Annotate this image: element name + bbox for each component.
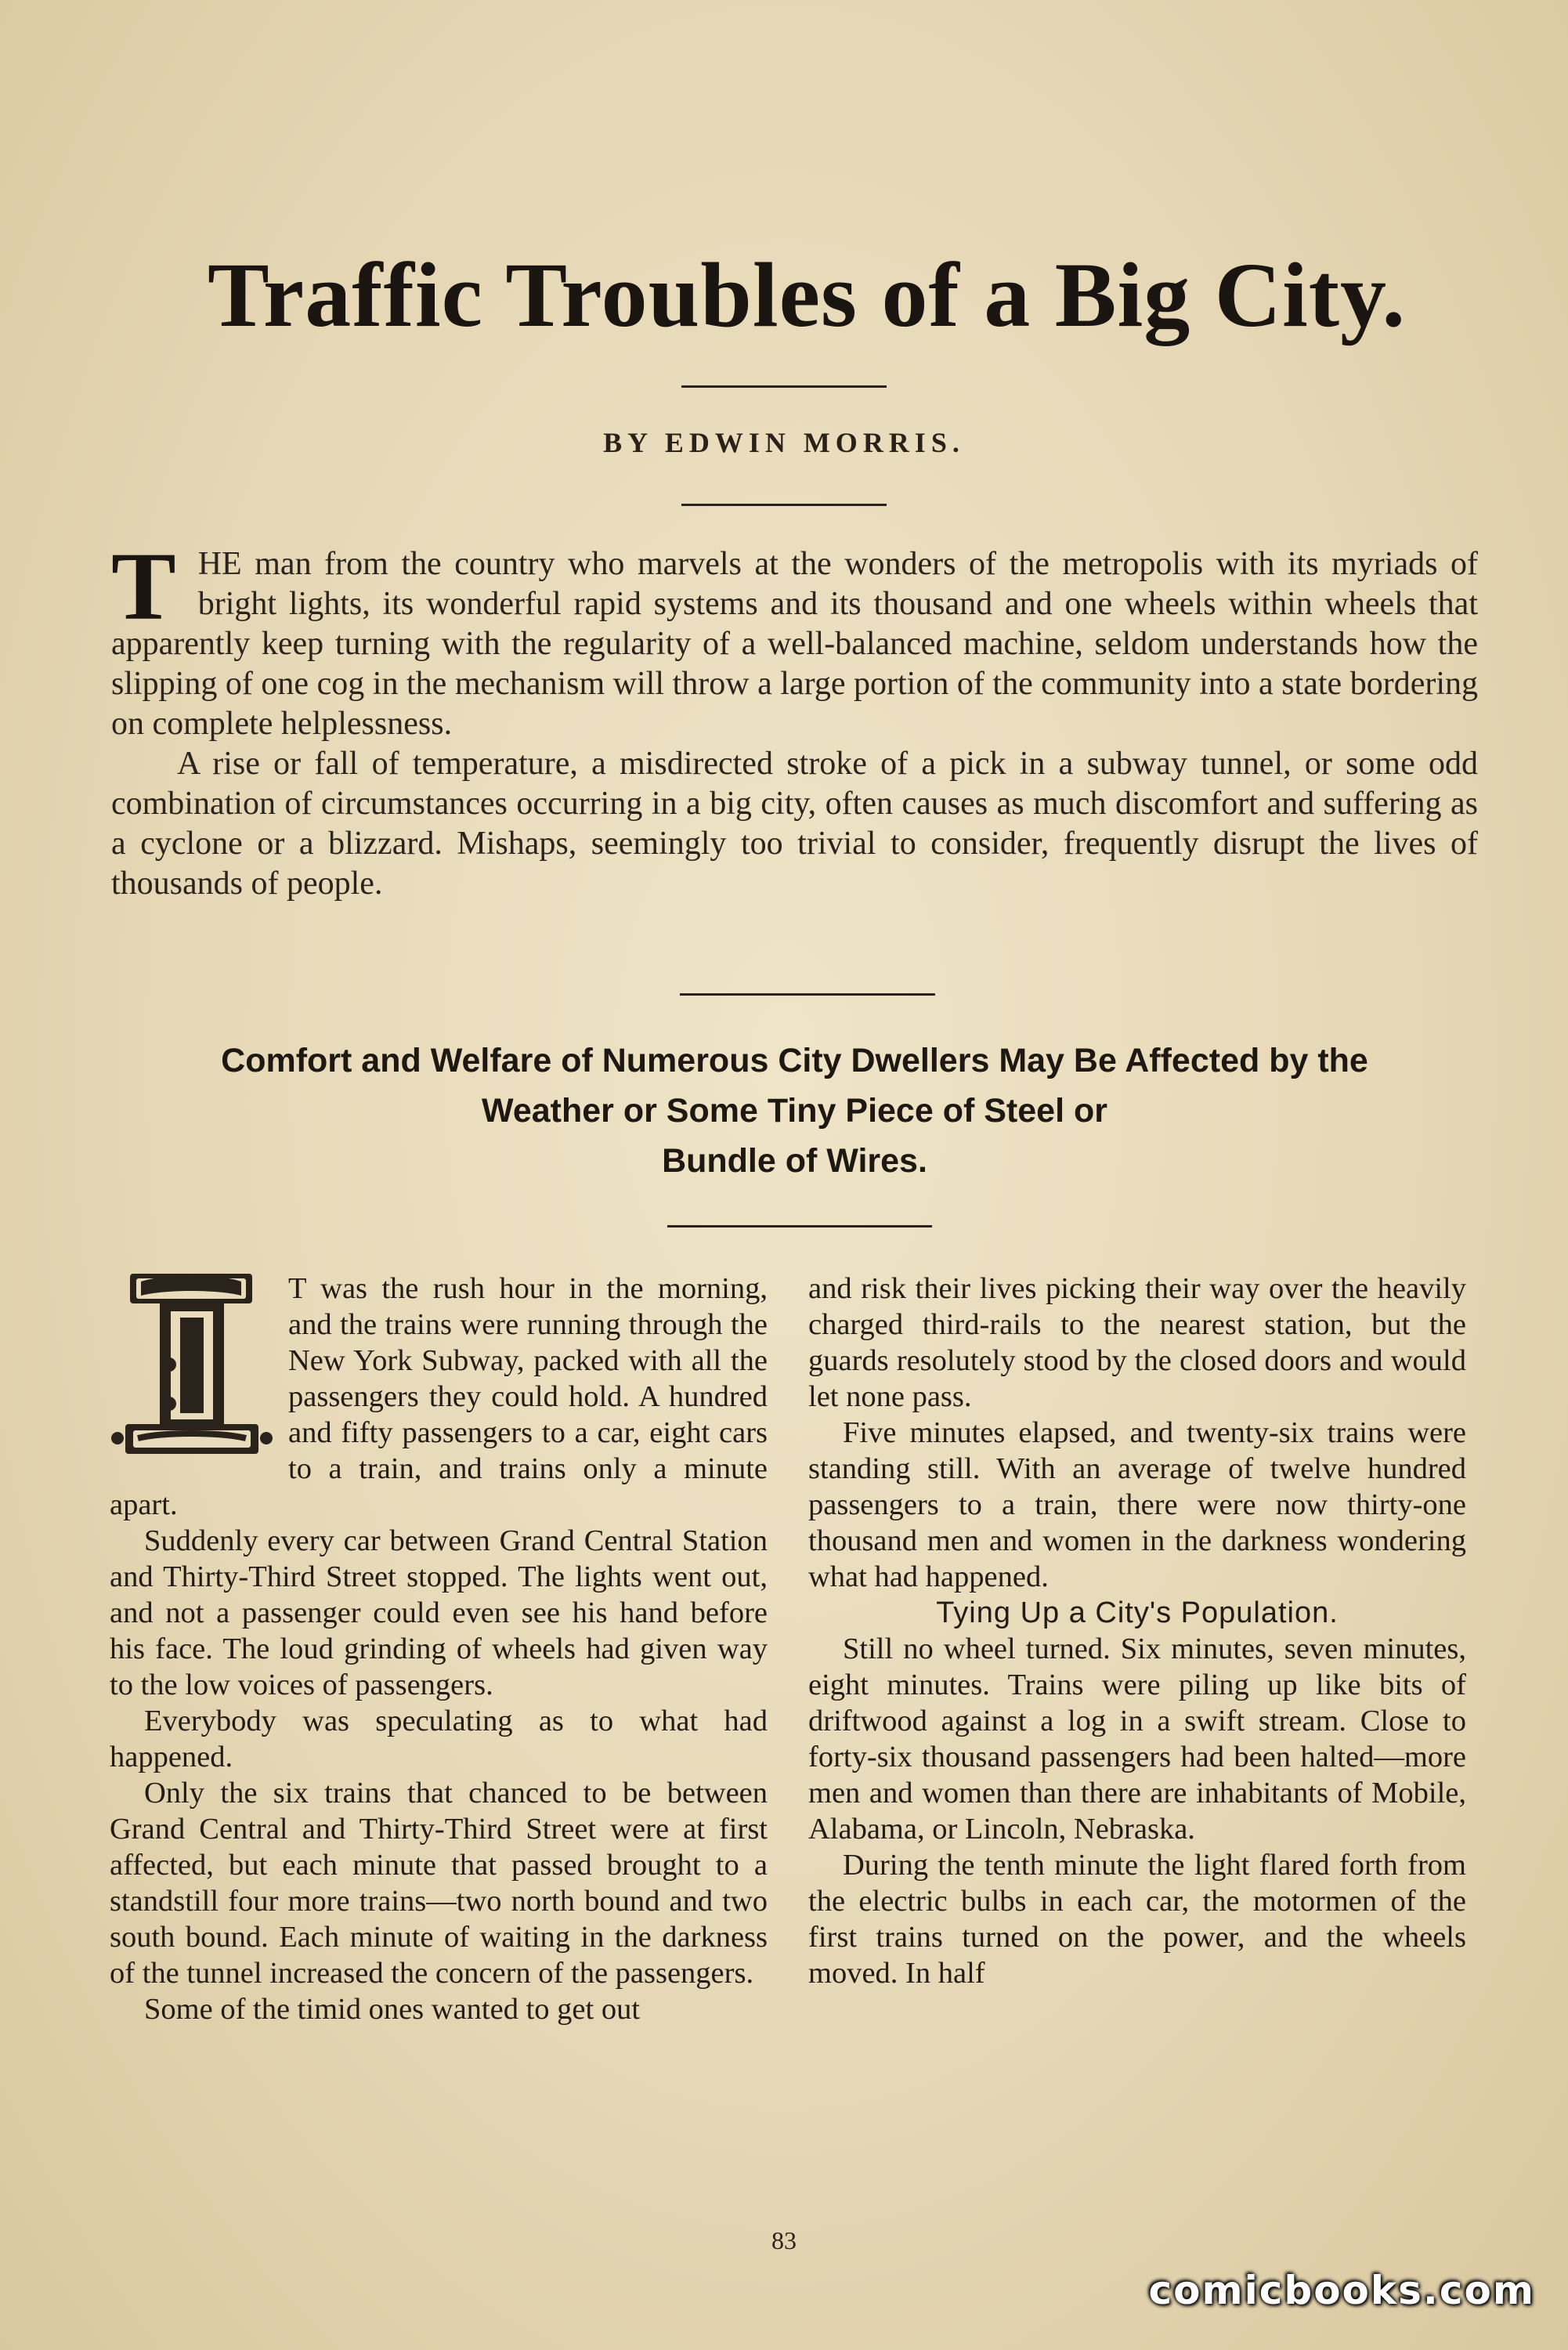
deck-rule xyxy=(667,1225,932,1227)
watermark: comicbooks.com xyxy=(1148,2268,1535,2313)
column-right-paragraph-4: During the tenth minute the light flared forth from the electric bulbs in each car, the motormen of the first trains turned on the power, and the wheels moved. In half xyxy=(808,1849,1466,1990)
column-left-paragraph-3: Everybody was speculating as to what had happened. xyxy=(110,1705,768,1773)
column-left xyxy=(110,1271,768,2027)
article-title: Traffic Troubles of a Big City. xyxy=(207,244,1407,346)
column-left-paragraph-1-text: T was the rush hour in the morning, and the trains were running through the New York Subway, packed with all the passengers they could hold. A hundred and fifty passengers to a car, eight cars to a train, and trains only a minute apart. xyxy=(110,1272,768,1521)
intro-rule xyxy=(680,993,935,996)
deck-line-3: Bundle of Wires. xyxy=(662,1142,927,1180)
intro-paragraph-1-text: HE man from the country who marvels at the wonders of the metropolis with its myriads of bright lights, its wonderful rapid systems and its thousand and one wheels within wheels that apparently keep turning with the regularity of a well-balanced machine, seldom understands how the slipping of one cog in the mechanism will throw a large portion of the community into a state bordering on complete helplessness. xyxy=(111,546,1478,742)
title-rule xyxy=(681,385,887,388)
deck-line-1: Comfort and Welfare of Numerous City Dwellers May Be Affected by the xyxy=(221,1042,1368,1079)
column-left-paragraph-5: Some of the timid ones wanted to get out xyxy=(144,1993,641,2026)
column-left-paragraph-2: Suddenly every car between Grand Central Station and Thirty-Third Street stopped. The lights went out, and not a passenger could even see his hand before his face. The loud grinding of wheels had given way to the low voices of passengers. xyxy=(110,1524,768,1701)
byline: BY EDWIN MORRIS. xyxy=(603,427,965,458)
intro-drop-letter: T xyxy=(111,533,176,640)
column-right-paragraph-1: and risk their lives picking their way over the heavily charged third-rails to the nearest station, but the guards resolutely stood by the closed doors and would let none pass. xyxy=(808,1272,1466,1413)
column-left-paragraph-4: Only the six trains that chanced to be between Grand Central and Thirty-Third Street were at first affected, but each minute that passed brought to a standstill four more trains—two north bound and two south bound. Each minute of waiting in the darkness of the tunnel increased the concern of the passengers. xyxy=(110,1777,768,1990)
column-right-subhead: Tying Up a City's Population. xyxy=(936,1596,1339,1629)
ornamental-initial-i-icon xyxy=(110,1271,274,1459)
page-number: 83 xyxy=(771,2226,797,2254)
column-right-paragraph-3: Still no wheel turned. Six minutes, seven minutes, eight minutes. Trains were piling up like bits of driftwood against a log in a swift stream. Close to forty-six thousand passengers had been halted—more men and women than there are inhabitants of Mobile, Alabama, or Lincoln, Nebraska. xyxy=(808,1632,1466,1846)
byline-rule xyxy=(681,504,887,506)
section-deck xyxy=(111,1036,1478,1186)
deck-line-2: Weather or Some Tiny Piece of Steel or xyxy=(482,1092,1107,1130)
intro-paragraph-2: A rise or fall of temperature, a misdirected stroke of a pick in a subway tunnel, or some odd combination of circumstances occurring in a big city, often causes as much discomfort and suffering as a cyclone or a blizzard. Mishaps, seemingly too trivial to consider, frequently disrupt the lives of thousands of people. xyxy=(111,746,1478,902)
column-right-paragraph-2: Five minutes elapsed, and twenty-six trains were standing still. With an average of twelve hundred passengers to a train, there were now thirty-one thousand men and women in the darkness wondering what had happened. xyxy=(808,1416,1466,1593)
intro-section xyxy=(111,533,1478,904)
column-right xyxy=(808,1271,1466,1991)
intro-paragraph-1 xyxy=(111,533,1478,744)
